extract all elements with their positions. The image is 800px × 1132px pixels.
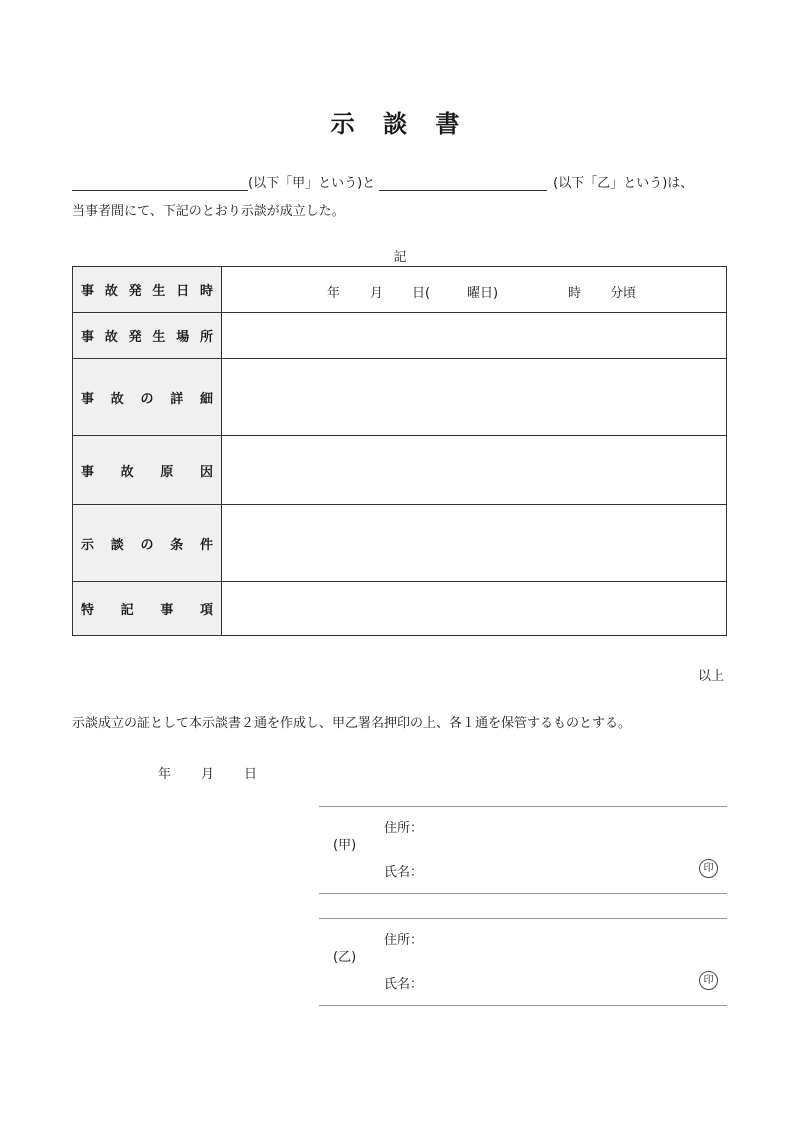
details-value-cell[interactable]: [222, 359, 727, 436]
ijou-text: 以上: [698, 669, 725, 684]
date-day: 日: [244, 767, 258, 782]
dt-minute: 分頃: [610, 286, 637, 301]
row-label-place: 事 故 発 生 場 所: [81, 330, 213, 345]
conditions-value-cell[interactable]: [222, 505, 727, 582]
document-title: 示 談 書: [330, 110, 470, 138]
table-row: [73, 359, 727, 436]
party-b-name-label: 氏名：: [384, 977, 424, 992]
party-a-bottom-rule: [319, 893, 727, 894]
date-year: 年: [158, 767, 172, 782]
date-line: [158, 763, 257, 782]
dt-month: 月: [370, 286, 384, 301]
intro-line-2: 当事者間にて、下記のとおり示談が成立した。: [72, 204, 345, 219]
party-b-seal-icon: 印: [699, 971, 718, 990]
dt-hour: 時: [568, 286, 582, 301]
dt-weekday: 曜日): [467, 286, 499, 301]
ki-heading: 記: [393, 250, 407, 265]
row-label-datetime: 事 故 発 生 日 時: [81, 284, 213, 299]
table-row: [73, 505, 727, 582]
party-a-top-rule: [319, 806, 727, 807]
party-b-blank[interactable]: [379, 176, 547, 191]
row-label-cause: 事 故 原 因: [81, 464, 213, 480]
table-row: [73, 313, 727, 359]
party-b-bottom-rule: [319, 1005, 727, 1006]
intro-line-1: [72, 172, 732, 192]
party-b-top-rule: [319, 918, 727, 919]
table-row: [73, 582, 727, 636]
row-label-details: 事 故 の 詳 細: [81, 391, 213, 407]
closing-statement: 示談成立の証として本示談書２通を作成し、甲乙署名押印の上、各１通を保管するものとする。: [72, 716, 632, 731]
party-b-label: (以下「乙」という)は、: [553, 176, 694, 191]
party-a-label: (以下「甲」という)と: [248, 176, 376, 191]
datetime-value-cell[interactable]: [222, 267, 727, 313]
row-label-notes: 特 記 事 項: [81, 603, 213, 618]
party-a-blank[interactable]: [72, 176, 248, 191]
place-value-cell[interactable]: [222, 313, 727, 359]
party-a-mark: (甲): [333, 838, 357, 853]
table-row: [73, 436, 727, 505]
party-b-mark: (乙): [333, 950, 357, 965]
party-b-address-label: 住所：: [384, 933, 424, 948]
row-label-conditions: 示 談 の 条 件: [81, 537, 213, 553]
table-row: [73, 267, 727, 313]
cause-value-cell[interactable]: [222, 436, 727, 505]
dt-day: 日(: [412, 286, 431, 301]
party-a-address-label: 住所：: [384, 821, 424, 836]
dt-year: 年: [327, 286, 341, 301]
date-month: 月: [201, 767, 215, 782]
details-table: [72, 266, 727, 636]
party-a-seal-icon: 印: [699, 859, 718, 878]
notes-value-cell[interactable]: [222, 582, 727, 636]
party-a-name-label: 氏名：: [384, 865, 424, 880]
